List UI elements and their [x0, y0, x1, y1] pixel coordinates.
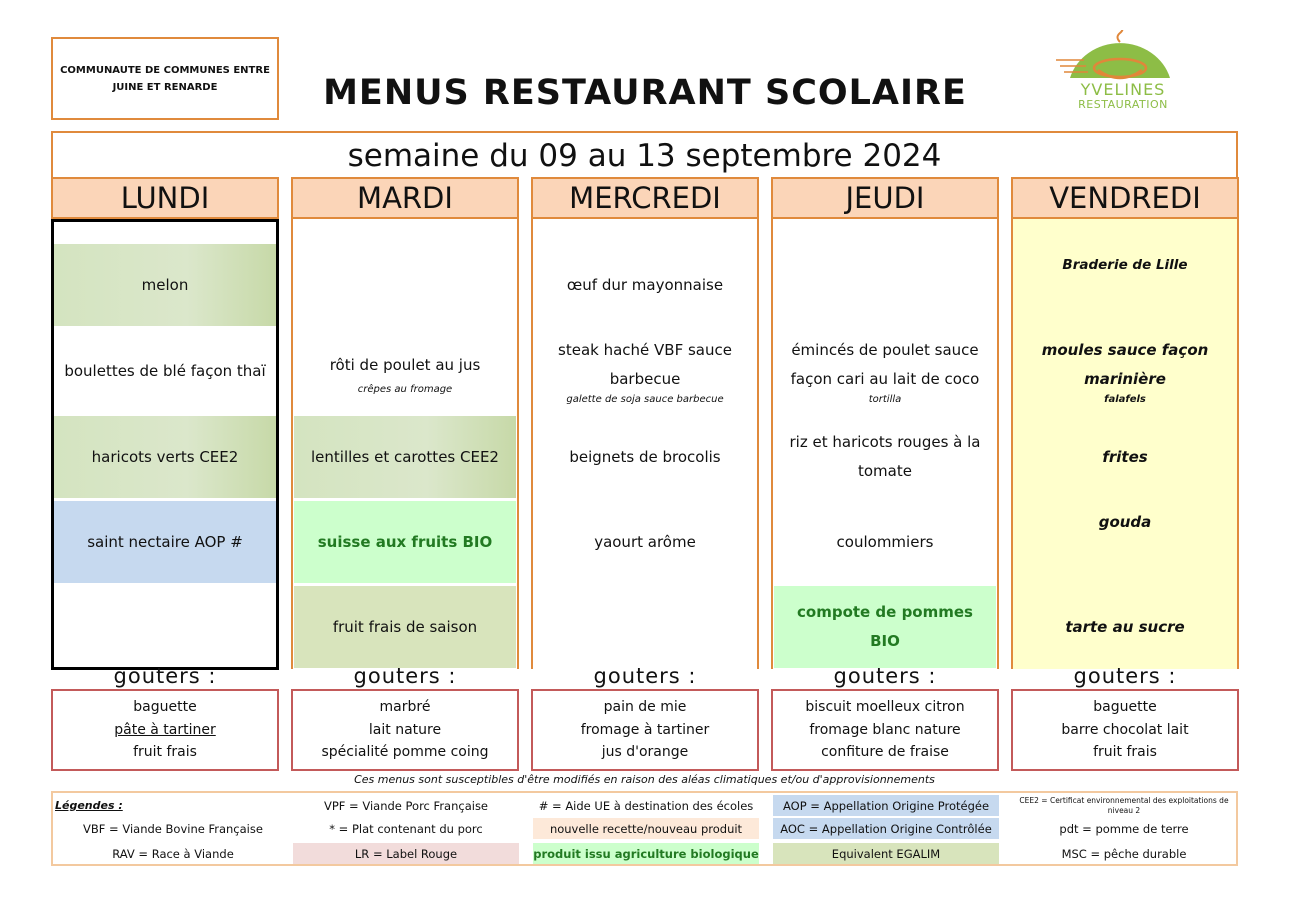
legend-aop: AOP = Appellation Origine Protégée	[773, 795, 999, 816]
gouter-item: baguette	[133, 699, 197, 716]
menu-item: émincés de poulet sauce façon cari au lait de coco tortilla	[790, 341, 980, 405]
gouter-item: marbré	[379, 699, 431, 716]
legend-label-rouge: LR = Label Rouge	[293, 843, 519, 864]
gouter-item: pain de mie	[603, 699, 687, 716]
legend-rav: RAV = Race à Viande	[112, 846, 234, 861]
disclaimer-note: Ces menus sont susceptibles d'être modifiés en raison des aléas climatiques et/ou d'approvisionnements	[354, 773, 935, 786]
menu-item: coulommiers	[836, 532, 934, 551]
menu-item: compote de pommes BIO	[774, 586, 996, 668]
gouter-item: jus d'orange	[601, 744, 689, 761]
gouter-item: pâte à tartiner	[114, 721, 216, 738]
logo-text-yvelines: YVELINES	[1080, 80, 1166, 99]
menu-item: boulettes de blé façon thaï	[64, 361, 266, 380]
legend-vpf: VPF = Viande Porc Française	[323, 798, 489, 813]
logo-text-restauration: RESTAURATION	[1078, 98, 1168, 111]
gouter-box-mardi	[291, 689, 519, 771]
gouter-item: fruit frais	[133, 744, 197, 761]
gouters-label: gouters :	[113, 664, 217, 688]
gouter-item: fromage blanc nature	[809, 721, 961, 738]
menu-item: tarte au sucre	[1065, 617, 1185, 636]
week-banner: semaine du 09 au 13 septembre 2024	[51, 131, 1238, 178]
legend-vbf: VBF = Viande Bovine Française	[83, 821, 263, 836]
gouter-item: fromage à tartiner	[580, 721, 710, 738]
organization-line-1: COMMUNAUTE DE COMMUNES ENTRE	[60, 64, 270, 76]
legend-nouvelle-recette: nouvelle recette/nouveau produit	[533, 818, 759, 839]
gouter-item: baguette	[1093, 699, 1157, 716]
legend-egalim: Equivalent EGALIM	[773, 843, 999, 864]
gouter-item: biscuit moelleux citron	[805, 699, 965, 716]
menu-item: melon	[54, 244, 276, 326]
menu-item: riz et haricots rouges à la tomate	[789, 433, 981, 480]
day-header-lundi: LUNDI	[51, 177, 279, 219]
menu-item: haricots verts CEE2	[54, 416, 276, 498]
day-header-mercredi: MERCREDI	[531, 177, 759, 219]
menu-item: yaourt arôme	[594, 532, 696, 551]
organization-line-2: JUINE ET RENARDE	[112, 81, 218, 93]
day-header-vendredi: VENDREDI	[1011, 177, 1239, 219]
gouter-box-vendredi	[1011, 689, 1239, 771]
gouters-label: gouters :	[833, 664, 937, 688]
day-header-jeudi: JEUDI	[771, 177, 999, 219]
menu-item: Braderie de Lille	[1062, 256, 1188, 273]
menu-item: suisse aux fruits BIO	[294, 501, 516, 583]
menu-item: steak haché VBF sauce barbecue galette de soja sauce barbecue	[558, 341, 732, 405]
legend-msc: MSC = pêche durable	[1061, 846, 1187, 861]
legend-porc: * = Plat contenant du porc	[329, 821, 483, 836]
legend-aoc: AOC = Appellation Origine Contrôlée	[773, 818, 999, 839]
menu-item: lentilles et carottes CEE2	[294, 416, 516, 498]
gouters-label: gouters :	[353, 664, 457, 688]
gouter-item: spécialité pomme coing	[321, 744, 489, 761]
organization-box	[51, 37, 279, 120]
legend-title: Légendes :	[55, 799, 123, 812]
menu-item: moules sauce façon marinière falafels	[1041, 341, 1209, 405]
gouter-box-jeudi	[771, 689, 999, 771]
menu-item: beignets de brocolis	[569, 447, 721, 466]
lundi-highlight-frame	[51, 219, 279, 670]
gouter-item: confiture de fraise	[821, 744, 949, 761]
legend-box	[51, 791, 1238, 866]
gouter-item: barre chocolat lait	[1061, 721, 1189, 738]
menu-item: saint nectaire AOP #	[54, 501, 276, 583]
legend-bio: produit issu agriculture biologique	[533, 843, 759, 864]
gouter-item: fruit frais	[1093, 744, 1157, 761]
gouter-box-lundi	[51, 689, 279, 771]
menu-item: rôti de poulet au jus crêpes au fromage	[329, 355, 481, 395]
legend-cee2: CEE2 = Certificat environnemental des exploitations de niveau 2	[1019, 795, 1229, 815]
menu-item: fruit frais de saison	[294, 586, 516, 668]
gouters-label: gouters :	[593, 664, 697, 688]
gouters-label: gouters :	[1073, 664, 1177, 688]
day-header-mardi: MARDI	[291, 177, 519, 219]
gouter-box-mercredi	[531, 689, 759, 771]
menu-item: œuf dur mayonnaise	[566, 275, 724, 294]
legend-aide-ue: # = Aide UE à destination des écoles	[538, 798, 754, 813]
menu-item: gouda	[1098, 512, 1152, 531]
gouter-item: lait nature	[368, 721, 442, 738]
page-title: MENUS RESTAURANT SCOLAIRE	[323, 73, 967, 113]
menu-item: frites	[1102, 447, 1148, 466]
legend-pdt: pdt = pomme de terre	[1059, 821, 1189, 836]
